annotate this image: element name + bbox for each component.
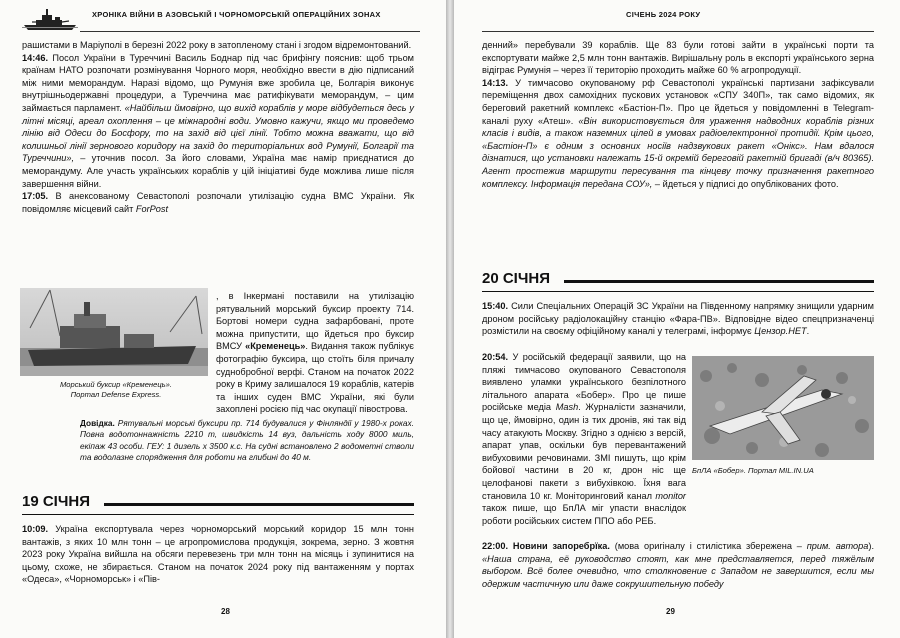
timestamp: 14:46. bbox=[22, 52, 49, 63]
continuation-text: рашистами в Маріуполі в березні 2022 року в затопленому стані і згодом відремонтований. bbox=[22, 40, 412, 50]
tugboat-photo bbox=[20, 288, 208, 376]
header-rule bbox=[80, 31, 420, 32]
entry-text: Сили Спеціальних Операцій ЗС України на Південному напрямку знищили ударним дроном російську радіолокаційну станцію «Фара-ПВ». Відповідне відео спецпризначенці розмістили на своєму офіційному каналі у телеграмі, інформує bbox=[482, 301, 874, 337]
quote: «Наша страна, её руководство стоят, как мне представляется, перед тяжёлым выбором. Всё более очевидно, что столкновение с Западом не завершится, если мы одержим частичную или даже сокрушительную победу bbox=[482, 553, 874, 589]
timestamp: 17:05. bbox=[22, 191, 49, 202]
entry-text: . Видання також публікує фотографію буксира, що стоїть біля причалу суднобробної верфі. Станом на початок 2022 року в Криму залишалося 19 кораблів, катерів та інших суден ВМС України, які були захоплені росією під час окупації півострова. bbox=[216, 341, 414, 415]
entry-text: . Журналісти зазначили, що це, ймовірно, один із тих дронів, які так від часу атакують Москву. Згідно з однією з версій, апарат упав, оскільки був перевантажений вибуховими речовинами. ЗМІ пишуть, що крім бойової частини в 20 кг, дрон ніс ще целофанові пакети з вибухівкою. Їхня вага становила 10 кг. Моніторинговий канал bbox=[482, 402, 686, 501]
timestamp: 22:00. bbox=[482, 541, 509, 551]
entry-1540 bbox=[482, 300, 874, 338]
running-head: ХРОНІКА ВІЙНИ В АЗОВСЬКІЙ І ЧОРНОМОРСЬКІЙ ОПЕРАЦІЙНИХ ЗОНАХ bbox=[92, 10, 381, 19]
entry-text: В анексованому Севастополі розпочали утилізацію судна ВМС України. Як повідомляє місцевий сайт bbox=[22, 191, 414, 214]
right-column-top bbox=[482, 39, 874, 190]
caption-line-1: Морський буксир «Кременець». bbox=[59, 380, 173, 389]
section-title: 19 СІЧНЯ bbox=[22, 493, 91, 510]
timestamp: 14:13. bbox=[482, 77, 509, 88]
entry-text: – йдеться у підписі до опублікованих фото. bbox=[652, 178, 839, 189]
source-name: Mash bbox=[555, 402, 579, 413]
header-rule bbox=[482, 31, 874, 32]
left-column-top bbox=[22, 39, 414, 215]
entry-text: У тимчасово окупованому рф Севастополі українські партизани зафіксували переміщення двох самохідних пускових установок «СПУ 340П», так само відомих, як береговий ракетний комплекс «Бастіон-П». Про це йдеться у повідомленні в Telegram-каналі руху «Атеш». bbox=[482, 77, 874, 126]
left-page bbox=[0, 0, 446, 638]
photo-caption bbox=[24, 380, 208, 400]
entry-1413 bbox=[482, 77, 874, 190]
section-underline bbox=[482, 291, 874, 292]
source-name: Цензор.НЕТ bbox=[754, 326, 807, 337]
reference-note bbox=[80, 418, 414, 464]
ship-name: «Кременець» bbox=[245, 341, 306, 352]
right-page bbox=[454, 0, 900, 638]
section-title: 20 СІЧНЯ bbox=[482, 270, 551, 287]
entry-text: , в Інкермані поставили на утилізацію рятувальний морський буксир проекту 714. Бортові номери судна зафарбовані, проте можна припустити, що йдеться про буксир ВМСУ bbox=[216, 291, 414, 352]
entry-1705-continued bbox=[216, 290, 414, 416]
entry-1705-start bbox=[22, 190, 414, 215]
drone-photo bbox=[692, 356, 874, 460]
running-head: СІЧЕНЬ 2024 РОКУ bbox=[626, 10, 701, 19]
timestamp: 15:40. bbox=[482, 301, 509, 311]
warship-silhouette-icon bbox=[22, 7, 78, 31]
photo-caption: БпЛА «Бобер». Портал MIL.IN.UA bbox=[692, 466, 814, 475]
entry-1009 bbox=[22, 523, 414, 586]
entry-text: також пише, що БпЛА міг упасти внаслідок роботи російських систем ППО або РЕБ. bbox=[482, 503, 686, 526]
quote: «Найбільш ймовірно, що вихід кораблів у море відбудеться десь у літні місяці, ареал охоплення – це міжнародні води. Умовно кажучи, якщо ми проведемо лінію від Одеси до Босфору, то на захід від цієї лінії. Тобто можна вважати, що від колишньої лінії зернового коридору на захід до територіальних вод Румунії, Болгарії та Туреччини», bbox=[22, 102, 414, 164]
section-rule bbox=[564, 280, 874, 283]
entry-1446 bbox=[22, 52, 414, 191]
caption-line-2: Портал Defense Express. bbox=[70, 390, 162, 399]
book-spine bbox=[446, 0, 454, 638]
note-label: Довідка. bbox=[80, 418, 115, 428]
entry-text: (мова оригіналу і стилістика збережена – bbox=[609, 541, 807, 551]
note-text: Рятувальні морські буксири пр. 714 будувалися у Фінляндії у 1980-х роках. Повна водотоннажність 2210 т, швидкість 14 вуз, дальність ходу 8000 миль, екіпаж 43 особи. ГЕУ: 1 дизель х 3500 к.с. На судні встановлено 2 водометні стволи та водолазне спорядження для роботи на глибині до 40 м. bbox=[80, 418, 414, 463]
page-number: 28 bbox=[221, 607, 230, 616]
source-name: monitor bbox=[655, 490, 686, 501]
source-name: ForPost bbox=[135, 203, 169, 214]
section-underline bbox=[22, 514, 414, 515]
entry-text: Україна експортувала через чорноморський морський коридор 15 млн тонн вантажів, з яких 10 млн тонн – це агропромислова продукція, зокрема, зерно. З жовтня 2023 року Україна вийшла на обсяги перевезень три млн тонн на місяць і зупинитися на цьому, схоже, не збирається. Станом на початок 2024 року під вантаженням у портах «Одеса», «Чорноморськ» і «Пів- bbox=[22, 524, 414, 585]
entry-2200 bbox=[482, 540, 874, 590]
entry-text: . bbox=[806, 326, 810, 337]
page-number: 29 bbox=[666, 607, 675, 616]
entry-text: У російській федерації заявили, що на пляжі тимчасово окупованого Севастополя виявлено уламки українського безпілотного літального апарата «Бобер». Про це пише російське медіа bbox=[482, 352, 686, 413]
entry-heading: Новини запоребрїка. bbox=[508, 541, 610, 551]
entry-text: ). bbox=[868, 541, 875, 551]
section-rule bbox=[104, 503, 414, 506]
author-note: прим. автора bbox=[806, 541, 869, 551]
entry-text: – уточнив посол. За його словами, Україна має намір приєднатися до меморандуму. Але участь українських кораблів у цій ініціативі буде можлива лише після завершення війни. bbox=[22, 153, 414, 189]
continuation-text: денний» перебували 39 кораблів. Ще 83 були готові зайти в українські порти та експортувати майже 2,5 млн тонн вантажів. Вирішальну роль в експорті українського зерна відіграє Румунія – через її територію проходить майже 60 % агропродукції. bbox=[482, 40, 874, 76]
right-of-photo-text bbox=[216, 290, 414, 416]
quote: «Він використовується для ураження надводних кораблів різних класів і видів, а також наземних цілей в умовах радіоелектронної протидії. Крім цього, «Бастіон-П» є одним з основних носіїв надзвукових ракет «Онікс». Нам вдалося дізнатися, що установки належать 15-й окремій береговій ракетній бригаді (в/ч 80365). Агент простежив маршрути пересування та кінцеву точку призначення ракетного комплексу. Інформація передана СОУ», bbox=[482, 115, 874, 189]
entry-text: Посол України в Туреччині Василь Боднар під час брифінгу пояснив: щоб трьом країнам НАТО розпочати розмінування Чорного моря, необхідно ввести в дію підписаний між ними меморандум. Наразі відомо, що Румунія вже зробила це, Болгарія виконує внутрішньодержавні процедури, а Туреччина має ратифікувати меморандум, – цим займається парламент. bbox=[22, 52, 414, 113]
timestamp: 10:09. bbox=[22, 524, 49, 534]
timestamp: 20:54. bbox=[482, 352, 509, 362]
entry-2054 bbox=[482, 351, 686, 527]
